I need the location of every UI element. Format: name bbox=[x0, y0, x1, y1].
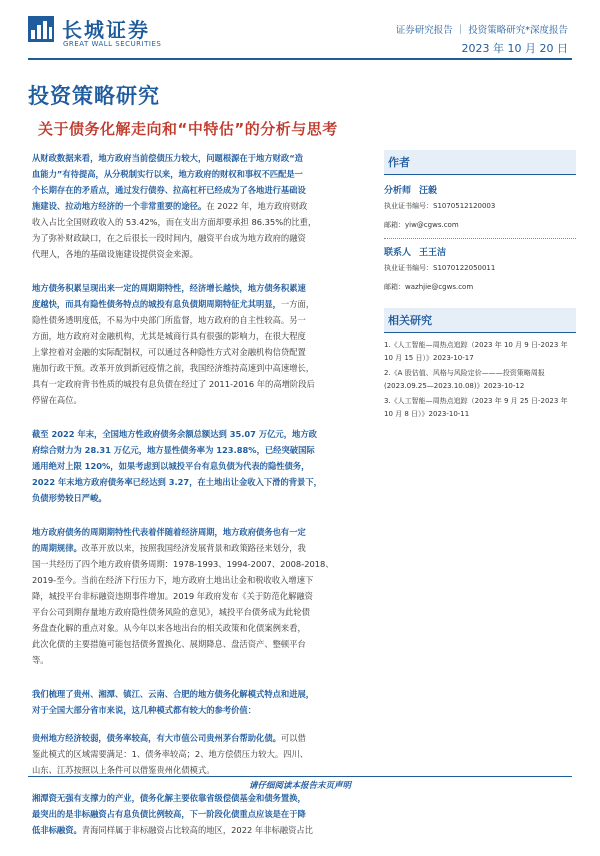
plain-text: 具有一定政府背书性质的城投有息负债在经过了 2011-2016 年的高增阶段后 bbox=[32, 379, 315, 389]
report-type: 证券研究报告 ｜ 投资策略研究*深度报告 bbox=[395, 25, 568, 36]
paragraph-fiscal bbox=[32, 150, 380, 262]
report-body bbox=[32, 150, 380, 856]
related-list bbox=[384, 339, 576, 420]
text-line bbox=[32, 790, 380, 806]
text-line bbox=[32, 360, 380, 376]
plain-text: 青海同样属于非标融资占比较高的地区，2022 年非标融资占比 bbox=[81, 825, 313, 835]
sidebar bbox=[384, 150, 576, 423]
related-item[interactable]: 2.《A 股估值、风格与风险定价———投资策略周报(2023.09.25—2023.10.08)》2023-10-12 bbox=[384, 369, 545, 390]
text-line bbox=[32, 280, 380, 296]
text-line bbox=[32, 296, 380, 312]
text-line bbox=[32, 344, 380, 360]
brand-english: GREAT WALL SECURITIES bbox=[63, 40, 162, 48]
text-line bbox=[32, 652, 380, 668]
emphasis-text: 的周期规律。 bbox=[32, 543, 82, 553]
plain-text: 一方面， bbox=[280, 299, 315, 309]
text-line bbox=[32, 686, 380, 702]
emphasis-text: 度越快，而具有隐性债务特点的城投有息负债期周期特征尤其明显， bbox=[32, 299, 281, 309]
text-line bbox=[32, 150, 380, 166]
emphasis-text: 2022 年末地方政府债务率已经达到 3.27，在土地出让金收入下滑的背景下， bbox=[32, 477, 322, 487]
plain-text: 可以借 bbox=[280, 733, 306, 743]
emphasis-text: 地方债务积累呈现出来一定的周期期特性，经济增长越快，地方债务积累速 bbox=[32, 283, 306, 293]
footer-disclaimer: 请仔细阅读本报告末页声明 bbox=[248, 781, 351, 791]
text-line bbox=[32, 490, 380, 506]
text-line bbox=[32, 524, 380, 540]
text-line bbox=[32, 312, 380, 328]
emphasis-text: 湘潭资无强有支撑力的产业，债务化解主要依靠省级偿债基金和债务置换， bbox=[32, 793, 306, 803]
text-line bbox=[32, 556, 380, 572]
plain-text: 此次化债的主要措施可能包括债务置换化、展期降息、盘活资产、整顿平台 bbox=[32, 639, 306, 649]
plain-text: 降，城投平台非标融资违期事件增加。2019 年政府发布《关于防范化解融资 bbox=[32, 591, 313, 601]
emphasis-text: 我们梳理了贵州、湘潭、镇江、云南、合肥的地方债务化解模式特点和进展， bbox=[32, 689, 315, 699]
emphasis-text: 府综合财力为 28.31 万亿元，地方显性债务率为 123.88%，已经突破国际 bbox=[32, 445, 315, 455]
text-line bbox=[32, 246, 380, 262]
plain-text: 国一共经历了四个地方政府债务周期：1978-1993、1994-2007、2008-2018、 bbox=[32, 559, 334, 569]
text-line bbox=[32, 328, 380, 344]
plain-text: 等。 bbox=[32, 655, 49, 665]
plain-text: 停留在高位。 bbox=[32, 395, 82, 405]
emphasis-text: 最突出的是非标融资占有息负债比例较高，下一阶段化债重点应该是在于降 bbox=[32, 809, 306, 819]
emphasis-text: 负债形势较日严峻。 bbox=[32, 493, 107, 503]
plain-text: 上掌控着对金融的实际配制权，可以通过各种隐性方式对金融机构信贷配置 bbox=[32, 347, 306, 357]
analyst-name: 汪毅 bbox=[419, 186, 438, 196]
paragraph-models bbox=[32, 686, 380, 718]
emphasis-text: 地方政府债务的周期期特性代表着伴随着经济周期，地方政府债务也有一定 bbox=[32, 527, 306, 537]
related-item[interactable]: 3.《人工智能—周热点追踪（2023 年 9 月 25 日-2023 年 10 月 8 日）》2023-10-11 bbox=[384, 397, 568, 418]
analyst-label: 分析师 bbox=[384, 186, 412, 196]
text-line bbox=[32, 214, 380, 230]
paragraph-debt-ratio bbox=[32, 426, 380, 506]
plain-text: 务盘查化解的重点对象。从今年以来各地出台的相关政策和化债案例来看， bbox=[32, 623, 306, 633]
text-line bbox=[32, 392, 380, 408]
analyst-email[interactable]: 邮箱：yiw@cgws.com bbox=[384, 221, 459, 229]
emphasis-text: 从财政数据来看，地方政府当前偿债压力较大，问题根源在于地方财政“造 bbox=[32, 153, 303, 163]
emphasis-text: 贵州地方经济较弱，债务率较高，有大市值公司贵州茅台帮助化债。 bbox=[32, 733, 281, 743]
text-line bbox=[32, 746, 380, 762]
plain-text: 平台公司到期存量地方政府隐性债务风险的意见》，城投平台债务成为此轮债 bbox=[32, 607, 310, 617]
plain-text: 施加行政干预。改革开放到新冠疫情之前，我国经济维持高速到中高速增长， bbox=[32, 363, 315, 373]
section-title: 投资策略研究 bbox=[28, 84, 160, 108]
text-line bbox=[32, 636, 380, 652]
text-line bbox=[32, 426, 380, 442]
emphasis-text: 对于全国大部分省市来说，这几种模式都有较大的参考价值： bbox=[32, 705, 257, 715]
plain-text: 鉴此模式的区域需要满足：1、债务率较高；2、地方偿债压力较大。四川、 bbox=[32, 749, 309, 759]
paragraph-history bbox=[32, 524, 380, 668]
text-line bbox=[32, 540, 380, 556]
contact-name: 王王洁 bbox=[419, 248, 447, 258]
text-line bbox=[32, 730, 380, 746]
related-item[interactable]: 1.《人工智能—周热点追踪（2023 年 10 月 9 日-2023 年 10 月 15 日）》2023-10-17 bbox=[384, 341, 568, 362]
main-title: 关于债务化解走向和“中特估”的分析与思考 bbox=[38, 120, 338, 138]
text-line bbox=[32, 702, 380, 718]
contact-cert: 执业证书编号：S1070122050011 bbox=[384, 264, 496, 272]
text-line bbox=[32, 572, 380, 588]
text-line bbox=[32, 822, 380, 838]
text-line bbox=[32, 458, 380, 474]
footer-divider bbox=[28, 776, 572, 777]
plain-text: 改革开放以来，按照我国经济发展背景和政策路径来划分，我 bbox=[81, 543, 306, 553]
brand-name: 长城证券 bbox=[62, 18, 150, 42]
report-date: 2023 年 10 月 20 日 bbox=[461, 42, 568, 55]
paragraph-guizhou bbox=[32, 730, 380, 778]
plain-text: 为了弥补财政缺口，在之后很长一段时间内，融资平台成为地方政府的融资 bbox=[32, 233, 306, 243]
plain-text: 隐性债务透明度低，不易为中央部门所监督，地方政府的自主性较高。另一 bbox=[32, 315, 306, 325]
analyst-row bbox=[384, 183, 576, 196]
text-line bbox=[32, 806, 380, 822]
text-line bbox=[32, 166, 380, 182]
plain-text: 代理人，各地的基础设施建设提供资金来源。 bbox=[32, 249, 198, 259]
text-line bbox=[32, 230, 380, 246]
plain-text: 方面，地方政府对金融机构，尤其是城商行具有很强的影响力，在很大程度 bbox=[32, 331, 306, 341]
plain-text: 2019-至今。当前在经济下行压力下，地方政府土地出让金和税收收入增速下 bbox=[32, 575, 314, 585]
analyst-cert: 执业证书编号：S1070512120003 bbox=[384, 202, 496, 210]
text-line bbox=[32, 198, 380, 214]
authors-header: 作者 bbox=[384, 150, 576, 175]
text-line bbox=[32, 588, 380, 604]
paragraph-cycle bbox=[32, 280, 380, 408]
emphasis-text: 施建设、拉动地方经济的一个非常重要的途径。 bbox=[32, 201, 207, 211]
plain-text: 山东、江苏按照以上条件可以借鉴贵州化债模式。 bbox=[32, 765, 215, 775]
contact-email[interactable]: 邮箱：wazhjie@cgws.com bbox=[384, 283, 474, 291]
text-line bbox=[32, 474, 380, 490]
header-divider bbox=[28, 58, 572, 60]
plain-text: 在 2022 年，地方政府财政 bbox=[206, 201, 308, 211]
emphasis-text: 低非标融资。 bbox=[32, 825, 82, 835]
emphasis-text: 血能力”有待提高，从分税制实行以来，地方政府的财权和事权不匹配是一 bbox=[32, 169, 303, 179]
text-line bbox=[32, 604, 380, 620]
author-divider bbox=[384, 238, 576, 239]
paragraph-xiangtan bbox=[32, 790, 380, 838]
text-line bbox=[32, 442, 380, 458]
emphasis-text: 截至 2022 年末，全国地方性政府债务余额总额达到 35.07 万亿元，地方政 bbox=[32, 429, 317, 439]
contact-label: 联系人 bbox=[384, 248, 412, 258]
plain-text: 收入占比全国财政收入的 53.42%，而在支出方面却要承担 86.35%的比重， bbox=[32, 217, 317, 227]
text-line bbox=[32, 182, 380, 198]
related-header: 相关研究 bbox=[384, 308, 576, 333]
emphasis-text: 通用绝对上限 120%，如果考虑到以城投平台有息负债为代表的隐性债务， bbox=[32, 461, 310, 471]
contact-row bbox=[384, 245, 576, 258]
company-logo bbox=[28, 16, 54, 42]
emphasis-text: 个长期存在的矛盾点，通过发行债券、拉高杠杆已经成为了各地进行基础设 bbox=[32, 185, 306, 195]
text-line bbox=[32, 376, 380, 392]
text-line bbox=[32, 620, 380, 636]
